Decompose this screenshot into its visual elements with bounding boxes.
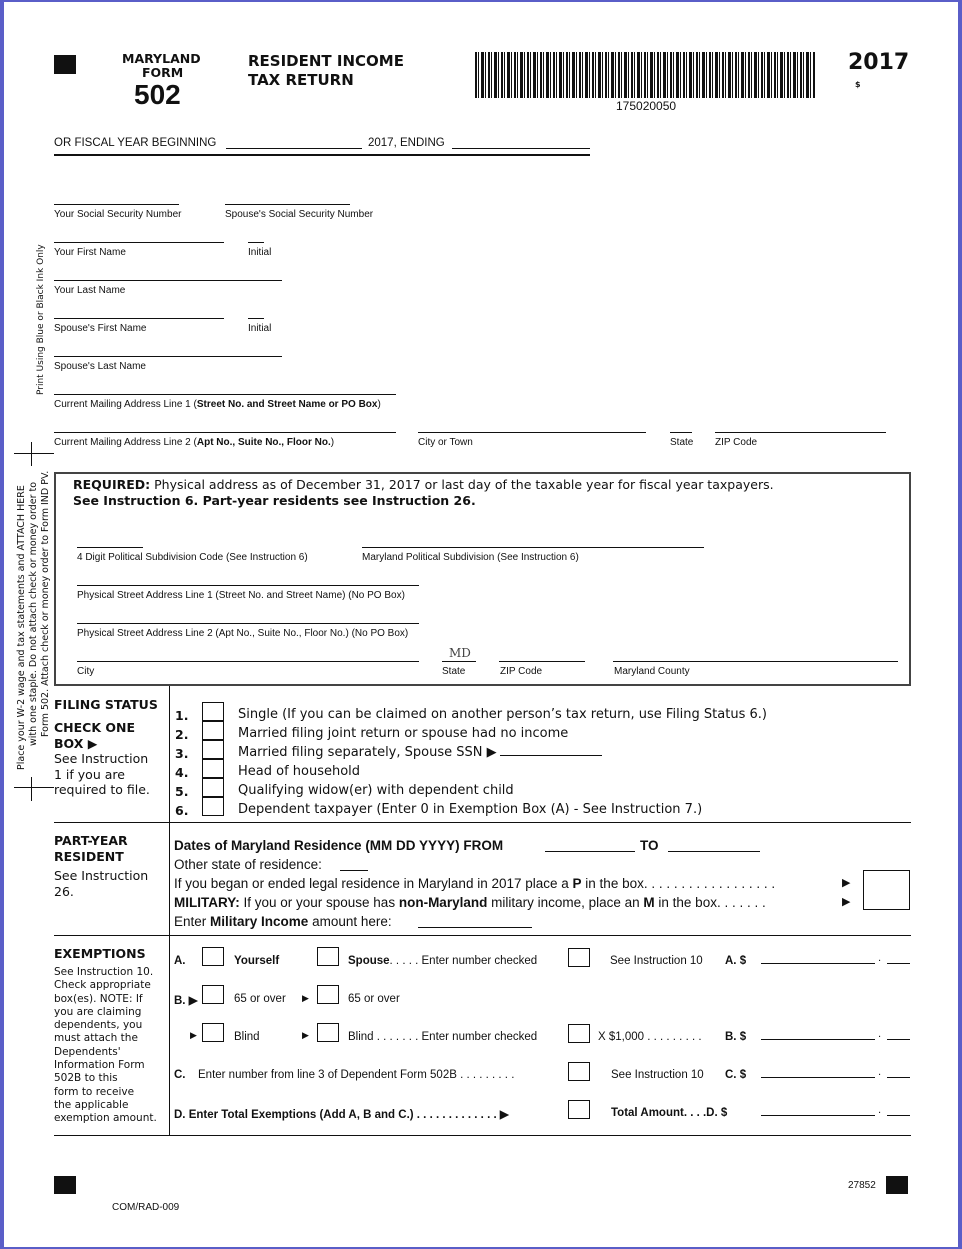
state-label: State: [670, 437, 694, 448]
subdivision-name-field[interactable]: [362, 547, 704, 548]
residence-from-field[interactable]: [545, 851, 635, 852]
line-a-dollar: A. $: [725, 955, 747, 967]
spouse-initial-label: Initial: [248, 323, 272, 334]
text: in the box. . . . . . . . . . . . . . . . . .: [581, 876, 776, 891]
divider: [54, 154, 590, 156]
spouse-blind-label: Blind . . . . . . . Enter number checked: [348, 1031, 538, 1043]
filing-status-option-label: Single (If you can be claimed on another person’s tax return, use Filing Status 6.): [238, 707, 767, 722]
staple-mark: [14, 787, 54, 788]
initial-field[interactable]: [248, 242, 264, 243]
physical-state-value: MD: [449, 646, 471, 660]
line-d-count-box[interactable]: [568, 1100, 590, 1119]
see-instruction-10: See Instruction 10: [611, 1069, 704, 1081]
fiscal-begin-field[interactable]: [226, 148, 362, 149]
divider: [54, 1135, 911, 1136]
subdivision-code-field[interactable]: [77, 547, 143, 548]
form-label: FORM: [142, 65, 184, 80]
dollar-amount-field[interactable]: [761, 1039, 875, 1040]
note-line: you are claiming: [54, 1005, 142, 1018]
divider: [54, 935, 911, 936]
spouse-65-checkbox[interactable]: [317, 985, 339, 1004]
note-line: Check appropriate: [54, 979, 151, 992]
exemptions-heading: EXEMPTIONS: [54, 946, 146, 961]
physical-address-2-field[interactable]: [77, 623, 419, 624]
note-line: exemption amount.: [54, 1112, 157, 1125]
line-b-multiplier: X $1,000 . . . . . . . . .: [598, 1031, 702, 1043]
instruction-line: 26.: [54, 883, 74, 899]
tax-year: 2017: [848, 50, 910, 75]
barcode: [475, 52, 815, 98]
text: military income, place an: [487, 895, 644, 910]
other-state-label: Other state of residence:: [174, 857, 322, 872]
filing-status-instructions: [54, 720, 150, 798]
arrow-icon: ▶: [842, 895, 851, 908]
physical-address-2-label: Physical Street Address Line 2 (Apt No., Suite No., Floor No.) (No PO Box): [77, 628, 409, 639]
form-code: COM/RAD-009: [112, 1202, 180, 1213]
filing-status-checkbox[interactable]: [202, 797, 224, 816]
form-title: [248, 52, 404, 90]
zip-field[interactable]: [715, 432, 886, 433]
spouse-first-name-field[interactable]: [54, 318, 224, 319]
first-name-label: Your First Name: [54, 247, 126, 258]
line-d-total: Total Amount. . . .D. $: [611, 1107, 728, 1119]
part-year-text: [174, 876, 775, 892]
line-b-dollar: B. $: [725, 1031, 747, 1043]
military-income-field[interactable]: [418, 927, 532, 928]
fiscal-begin-label: OR FISCAL YEAR BEGINNING: [54, 137, 217, 149]
required-see: See Instruction 6. Part-year residents see Instruction 26.: [73, 493, 476, 508]
instruction-line: See Instruction: [54, 751, 149, 766]
note-line: must attach the: [54, 1032, 138, 1045]
spouse-first-name-label: Spouse's First Name: [54, 323, 147, 334]
spouse-label: [348, 955, 537, 967]
note-line: the applicable: [54, 1098, 129, 1111]
county-label: Maryland County: [614, 666, 690, 677]
text-bold: Spouse: [348, 955, 390, 967]
spouse-ssn-label: Spouse's Social Security Number: [225, 209, 374, 220]
part-year-heading: [54, 833, 128, 864]
decimal-point: .: [878, 953, 882, 964]
ssn-label: Your Social Security Number: [54, 209, 182, 220]
text: in the box. . . . . . .: [654, 895, 766, 910]
spouse-blind-checkbox[interactable]: [317, 1023, 339, 1042]
cents-field[interactable]: [887, 1077, 910, 1078]
line-a-count-box[interactable]: [568, 948, 590, 967]
spouse-last-name-field[interactable]: [54, 356, 282, 357]
line-b-label: B. ▶: [174, 995, 198, 1007]
part-year-military-box[interactable]: [863, 870, 910, 910]
city-label: City or Town: [418, 437, 473, 448]
filing-status-option-label: Married filing separately, Spouse SSN ▶: [238, 745, 497, 760]
attach-line1: Place your W-2 wage and tax statements and ATTACH HERE: [16, 485, 27, 770]
self-blind-label: Blind: [234, 1031, 260, 1043]
form-number: 502: [134, 79, 181, 110]
physical-city-label: City: [77, 666, 95, 677]
section-divider: [169, 686, 170, 1136]
yourself-checkbox[interactable]: [202, 947, 224, 966]
heading-line: RESIDENT: [54, 848, 124, 864]
exemptions-note: [54, 966, 157, 1126]
filing-status-number: 1.: [175, 708, 189, 723]
filing-status-number: 5.: [175, 784, 189, 799]
physical-state-label: State: [442, 666, 466, 677]
cents-field[interactable]: [887, 1115, 910, 1116]
text-bold: non-Maryland: [398, 895, 488, 910]
filing-status-option-label: Dependent taxpayer (Enter 0 in Exemption Box (A) - See Instruction 7.): [238, 802, 703, 817]
text: If you or your spouse has: [239, 895, 399, 910]
instruction-line: See Instruction: [54, 868, 149, 883]
spouse-ssn-separate-field[interactable]: [500, 755, 602, 756]
divider: [54, 822, 911, 823]
mailing-address-1-field[interactable]: [54, 394, 396, 395]
part-year-instructions: [54, 868, 148, 899]
residence-dates-label: Dates of Maryland Residence (MM DD YYYY) FROM: [174, 838, 504, 853]
text: If you began or ended legal residence in Maryland in 2017 place a: [174, 876, 573, 891]
filing-status-checkbox[interactable]: [202, 721, 224, 740]
military-text: [174, 895, 766, 911]
text: . . . . . Enter number checked: [389, 955, 538, 967]
dollar-amount-field[interactable]: [761, 963, 875, 964]
arrow-icon: ▶: [302, 1031, 309, 1041]
label-text: Current Mailing Address Line 1 (: [54, 399, 197, 410]
city-field[interactable]: [418, 432, 646, 433]
physical-address-1-label: Physical Street Address Line 1 (Street No. and Street Name) (No PO Box): [77, 590, 405, 601]
attach-line2: with one staple. Do not attach check or money order to: [28, 481, 39, 746]
text-bold: MILITARY:: [174, 895, 240, 910]
decimal-point: .: [878, 1105, 882, 1116]
required-text: [73, 477, 774, 492]
fiscal-end-label: 2017, ENDING: [368, 137, 445, 149]
first-name-field[interactable]: [54, 242, 224, 243]
last-name-label: Your Last Name: [54, 285, 126, 296]
physical-address-1-field[interactable]: [77, 585, 419, 586]
text-bold: M: [643, 895, 655, 910]
instruction-line: required to file.: [54, 782, 150, 797]
line-d-text: D. Enter Total Exemptions (Add A, B and C.) . . . . . . . . . . . . . ▶: [174, 1109, 509, 1121]
registration-mark: [886, 1176, 908, 1194]
subdivision-name-label: Maryland Political Subdivision (See Instruction 6): [362, 552, 579, 563]
line-a-label: A.: [174, 955, 186, 967]
heading-line: PART-YEAR: [54, 833, 128, 848]
county-field[interactable]: [613, 661, 898, 662]
spouse-checkbox[interactable]: [317, 947, 339, 966]
registration-mark: [54, 1176, 76, 1194]
dollar-mark: $: [855, 80, 861, 89]
arrow-icon: ▶: [190, 1031, 197, 1041]
decimal-point: .: [878, 1029, 882, 1040]
initial-label: Initial: [248, 247, 272, 258]
to-label: TO: [640, 838, 659, 853]
self-65-label: 65 or over: [234, 993, 286, 1005]
spouse-last-name-label: Spouse's Last Name: [54, 361, 146, 372]
check-one-label: CHECK ONE: [54, 720, 136, 735]
filing-status-option-label: Head of household: [238, 764, 361, 779]
form-id-number: 27852: [848, 1180, 876, 1191]
line-c-label: C.: [174, 1069, 186, 1081]
attach-line3: Form 502. Attach check or money order to Form IND PV.: [40, 470, 51, 737]
note-line: dependents, you: [54, 1019, 143, 1032]
cents-field[interactable]: [887, 1039, 910, 1040]
print-ink-note: Print Using Blue or Black Ink Only: [36, 244, 46, 395]
self-blind-checkbox[interactable]: [202, 1023, 224, 1042]
instruction-line: 1 if you are: [54, 766, 125, 782]
cents-field[interactable]: [887, 963, 910, 964]
mailing-address-2-label: [54, 437, 334, 448]
text-bold: P: [572, 876, 582, 891]
registration-mark: [54, 55, 76, 74]
ssn-field[interactable]: [54, 204, 179, 205]
decimal-point: .: [878, 1067, 882, 1078]
fiscal-end-field[interactable]: [452, 148, 590, 149]
note-line: Information Form: [54, 1059, 145, 1072]
subdivision-code-label: 4 Digit Political Subdivision Code (See Instruction 6): [77, 552, 308, 563]
line-c-text: Enter number from line 3 of Dependent Form 502B . . . . . . . . .: [198, 1069, 515, 1081]
note-line: form to receive: [54, 1085, 135, 1098]
self-65-checkbox[interactable]: [202, 985, 224, 1004]
filing-status-number: 3.: [175, 746, 189, 761]
text: amount here:: [308, 914, 392, 929]
physical-state-field[interactable]: [442, 661, 476, 662]
note-line: Dependents': [54, 1045, 121, 1058]
see-instruction-10: See Instruction 10: [610, 955, 703, 967]
arrow-icon: ▶: [842, 876, 851, 889]
spouse-65-label: 65 or over: [348, 993, 400, 1005]
staple-mark: [31, 442, 32, 466]
arrow-icon: ▶: [302, 993, 309, 1003]
label-bold: Apt No., Suite No., Floor No.: [196, 437, 331, 448]
filing-status-number: 2.: [175, 727, 189, 742]
title-line1: RESIDENT INCOME: [248, 52, 404, 70]
spouse-initial-field[interactable]: [248, 318, 264, 319]
required-body: Physical address as of December 31, 2017 or last day of the taxable year for fiscal year taxpayers.: [150, 477, 774, 492]
text: Enter: [174, 914, 211, 929]
filing-status-number: 4.: [175, 765, 189, 780]
label-bold: Street No. and Street Name or PO Box: [196, 399, 378, 410]
physical-city-field[interactable]: [77, 661, 419, 662]
residence-to-field[interactable]: [668, 851, 760, 852]
filing-status-option-label: Qualifying widow(er) with dependent child: [238, 783, 514, 798]
spouse-ssn-field[interactable]: [225, 204, 350, 205]
zip-label: ZIP Code: [715, 437, 758, 448]
military-income-text: [174, 914, 392, 930]
staple-mark: [14, 453, 54, 454]
last-name-field[interactable]: [54, 280, 282, 281]
text-bold: Military Income: [210, 914, 309, 929]
line-c-dollar: C. $: [725, 1069, 747, 1081]
filing-status-heading: FILING STATUS: [54, 697, 158, 712]
required-label: REQUIRED:: [73, 477, 151, 492]
state-label: MARYLAND: [122, 51, 201, 66]
label-text: ): [330, 437, 335, 448]
line-c-count-box[interactable]: [568, 1062, 590, 1081]
note-line: box(es). NOTE: If: [54, 992, 143, 1005]
note-line: 502B to this: [54, 1072, 118, 1085]
dollar-amount-field[interactable]: [761, 1115, 875, 1116]
note-line: See Instruction 10.: [54, 966, 154, 978]
filing-status-number: 6.: [175, 803, 189, 818]
physical-zip-field[interactable]: [499, 661, 585, 662]
title-line2: TAX RETURN: [248, 71, 354, 89]
label-text: ): [377, 399, 381, 410]
state-field[interactable]: [670, 432, 692, 433]
yourself-label: Yourself: [234, 955, 280, 967]
filing-status-checkbox[interactable]: [202, 740, 224, 759]
filing-status-option-label: Married filing joint return or spouse had no income: [238, 726, 569, 741]
filing-status-checkbox[interactable]: [202, 702, 224, 721]
line-b-count-box[interactable]: [568, 1024, 590, 1043]
filing-status-checkbox[interactable]: [202, 778, 224, 797]
barcode-number: 175020050: [616, 99, 677, 113]
other-state-field[interactable]: [340, 870, 368, 871]
label-text: Current Mailing Address Line 2 (: [54, 437, 197, 448]
mailing-address-2-field[interactable]: [54, 432, 396, 433]
physical-zip-label: ZIP Code: [500, 666, 543, 677]
attach-note: [16, 471, 52, 770]
box-label: BOX ▶: [54, 735, 98, 751]
mailing-address-1-label: [54, 399, 381, 410]
dollar-amount-field[interactable]: [761, 1077, 875, 1078]
filing-status-checkbox[interactable]: [202, 759, 224, 778]
staple-mark: [31, 777, 32, 801]
